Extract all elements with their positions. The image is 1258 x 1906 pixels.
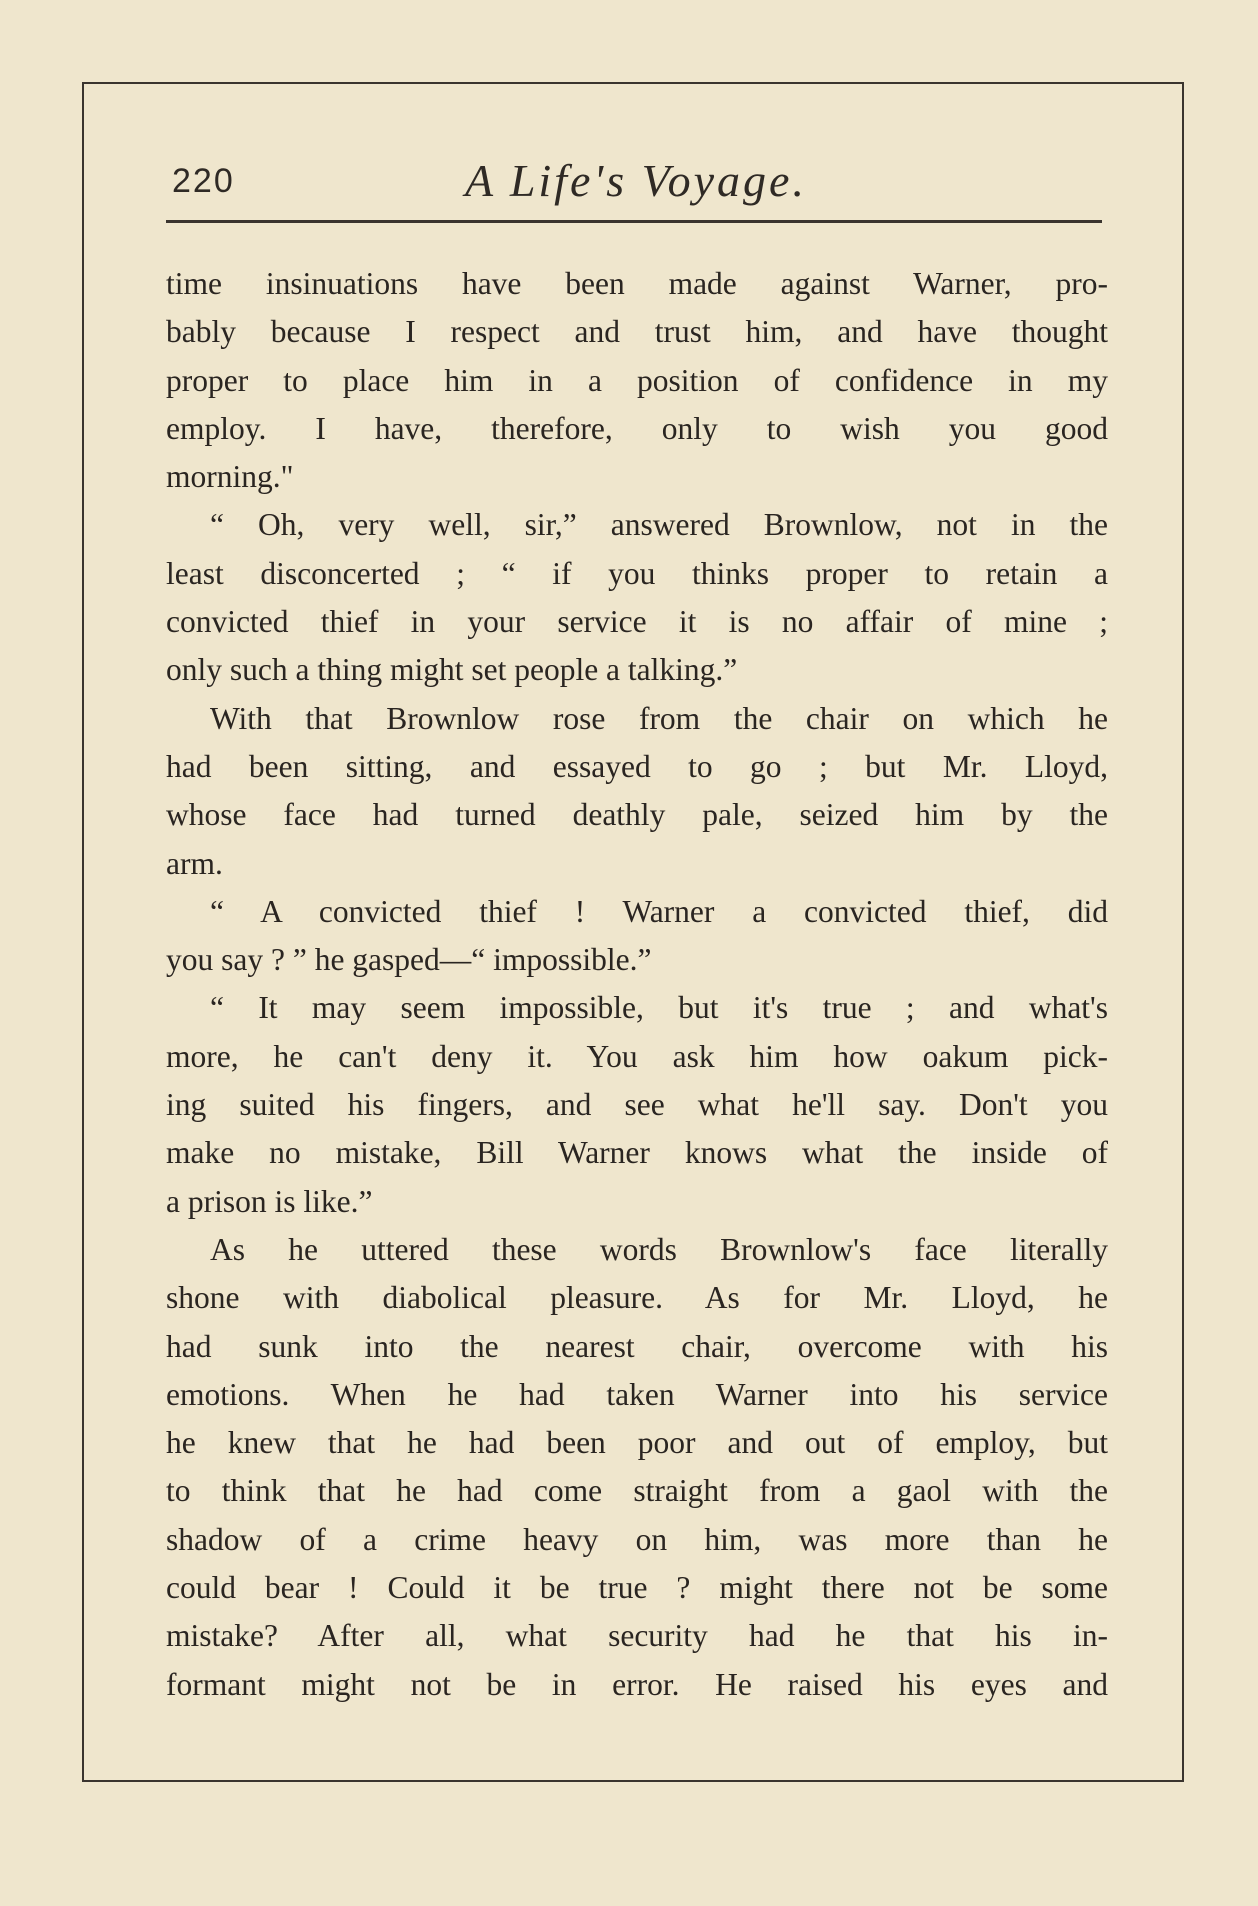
text-line: morning." — [166, 459, 294, 495]
text-line: had sunk into the nearest chair, overcome with his — [166, 1328, 1108, 1364]
body-text — [166, 260, 1108, 1709]
text-line: he knew that he had been poor and out of employ, but — [166, 1425, 1108, 1461]
text-line: a prison is like.” — [166, 1183, 373, 1219]
text-line: emotions. When he had taken Warner into his service — [166, 1376, 1108, 1412]
text-line: more, he can't deny it. You ask him how oakum pick- — [166, 1038, 1108, 1074]
text-line: “ Oh, very well, sir,” answered Brownlow, not in the — [210, 507, 1108, 543]
text-line: convicted thief in your service it is no affair of mine ; — [166, 604, 1108, 640]
text-line: bably because I respect and trust him, and have thought — [166, 314, 1108, 350]
page-number: 220 — [172, 162, 235, 200]
text-line: to think that he had come straight from a gaol with the — [166, 1473, 1108, 1509]
text-line: time insinuations have been made against Warner, pro- — [166, 266, 1108, 301]
running-title: A Life's Voyage. — [465, 155, 807, 206]
text-line: could bear ! Could it be true ? might there not be some — [166, 1570, 1108, 1606]
text-line: you say ? ” he gasped—“ impossible.” — [166, 942, 652, 978]
text-line: As he uttered these words Brownlow's face literally — [210, 1231, 1108, 1267]
text-line: employ. I have, therefore, only to wish you good — [166, 410, 1108, 446]
running-header — [168, 150, 1104, 210]
text-line: ing suited his fingers, and see what he'll say. Don't you — [166, 1087, 1108, 1123]
text-line: mistake? After all, what security had he that his in- — [166, 1618, 1108, 1654]
text-line: “ It may seem impossible, but it's true ; and what's — [210, 990, 1108, 1026]
text-line: make no mistake, Bill Warner knows what the inside of — [166, 1135, 1108, 1171]
text-line: “ A convicted thief ! Warner a convicted thief, did — [210, 893, 1108, 929]
text-line: With that Brownlow rose from the chair on which he — [210, 700, 1108, 736]
header-rule — [166, 220, 1102, 223]
text-line: formant might not be in error. He raised his eyes and — [166, 1666, 1108, 1702]
text-line: whose face had turned deathly pale, seized him by the — [166, 797, 1108, 833]
text-line: proper to place him in a position of confidence in my — [166, 362, 1108, 398]
text-line: had been sitting, and essayed to go ; but Mr. Lloyd, — [166, 748, 1108, 784]
text-line: only such a thing might set people a talking.” — [166, 652, 738, 688]
text-line: shadow of a crime heavy on him, was more than he — [166, 1521, 1108, 1557]
text-line: arm. — [166, 845, 223, 881]
text-line: shone with diabolical pleasure. As for Mr. Lloyd, he — [166, 1280, 1108, 1316]
text-line: least disconcerted ; “ if you thinks proper to retain a — [166, 555, 1108, 591]
